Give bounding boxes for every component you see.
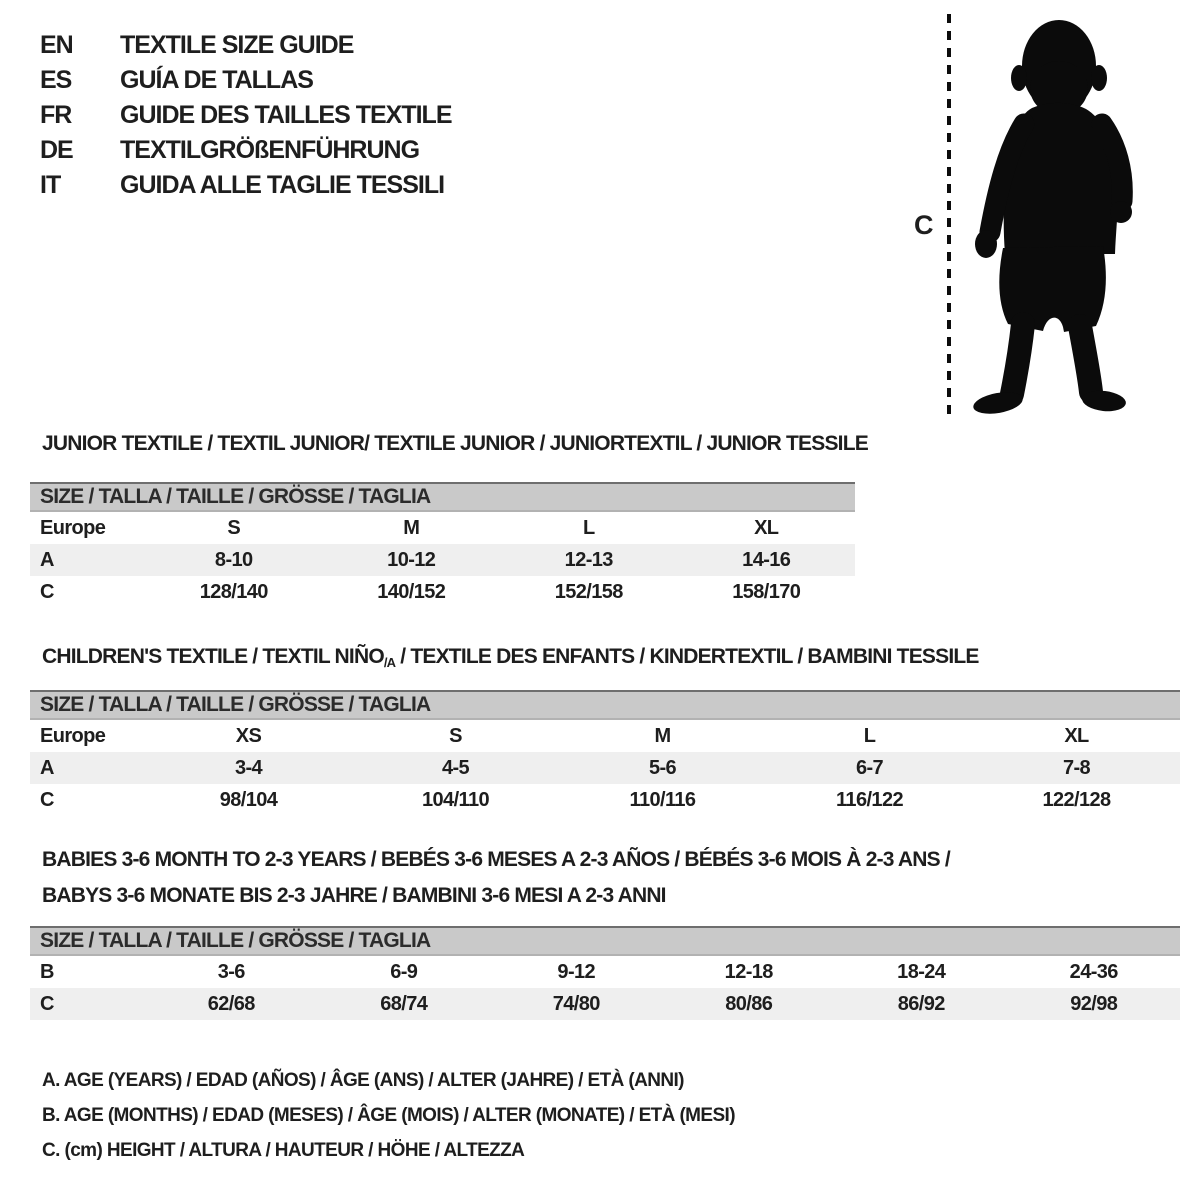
language-title: TEXTILGRÖßENFÜHRUNG	[120, 136, 420, 164]
value-cell: 140/152	[377, 580, 446, 603]
row-label: C	[40, 992, 54, 1015]
size-header-bar	[30, 690, 1180, 720]
value-cell: 9-12	[557, 960, 596, 983]
language-row-de	[40, 133, 452, 168]
children-title-subscript: /A	[383, 655, 396, 670]
babies-section-title-line1: BABIES 3-6 MONTH TO 2-3 YEARS / BEBÉS 3-6 MESES A 2-3 AÑOS / BÉBÉS 3-6 MOIS À 2-3 ANS /	[42, 848, 950, 871]
value-cell: 10-12	[387, 548, 436, 571]
language-title: GUIDE DES TAILLES TEXTILE	[120, 101, 452, 129]
language-title: TEXTILE SIZE GUIDE	[120, 31, 354, 59]
size-header-label: SIZE / TALLA / TAILLE / GRÖSSE / TAGLIA	[40, 693, 431, 716]
language-code: FR	[40, 101, 72, 129]
value-cell: 14-16	[742, 548, 791, 571]
size-cell: S	[449, 724, 462, 747]
value-cell: 116/122	[836, 788, 903, 811]
row-label: A	[40, 548, 54, 571]
size-cell: XL	[754, 516, 779, 539]
height-measure-dashed-line	[947, 14, 951, 416]
value-cell: 128/140	[199, 580, 268, 603]
table-row	[30, 784, 1180, 816]
language-row-en	[40, 28, 452, 63]
value-cell: 8-10	[214, 548, 253, 571]
value-cell: 158/170	[732, 580, 801, 603]
table-row	[30, 512, 855, 544]
language-row-it	[40, 168, 452, 203]
size-header-bar	[30, 926, 1180, 956]
value-cell: 7-8	[1062, 756, 1091, 779]
row-label: Europe	[40, 724, 106, 747]
legend-line-b: B. AGE (MONTHS) / EDAD (MESES) / ÂGE (MOIS) / ALTER (MONATE) / ETÀ (MESI)	[42, 1105, 735, 1126]
value-cell: 3-6	[217, 960, 245, 983]
size-cell: XL	[1064, 724, 1089, 747]
table-row	[30, 752, 1180, 784]
children-section-title	[42, 645, 979, 670]
value-cell: 62/68	[207, 992, 255, 1015]
value-cell: 6-7	[855, 756, 884, 779]
language-list	[40, 28, 452, 203]
language-code: DE	[40, 136, 73, 164]
legend-line-c: C. (cm) HEIGHT / ALTURA / HAUTEUR / HÖHE / ALTEZZA	[42, 1140, 525, 1161]
value-cell: 3-4	[234, 756, 263, 779]
table-row	[30, 576, 855, 608]
children-title-main: CHILDREN'S TEXTILE / TEXTIL NIÑO	[42, 645, 384, 668]
table-row	[30, 988, 1180, 1020]
row-label: Europe	[40, 516, 106, 539]
value-cell: 80/86	[725, 992, 773, 1015]
language-code: IT	[40, 171, 61, 199]
size-cell: M	[654, 724, 671, 747]
language-row-es	[40, 63, 452, 98]
value-cell: 86/92	[897, 992, 945, 1015]
language-row-fr	[40, 98, 452, 133]
language-code: EN	[40, 31, 73, 59]
language-title: GUIDA ALLE TAGLIE TESSILI	[120, 171, 445, 199]
size-cell: M	[403, 516, 420, 539]
size-cell: XS	[235, 724, 262, 747]
table-row	[30, 544, 855, 576]
children-size-table	[30, 690, 1180, 816]
table-row	[30, 956, 1180, 988]
value-cell: 4-5	[441, 756, 470, 779]
junior-section-title: JUNIOR TEXTILE / TEXTIL JUNIOR/ TEXTILE JUNIOR / JUNIORTEXTIL / JUNIOR TESSILE	[42, 432, 868, 455]
value-cell: 104/110	[422, 788, 489, 811]
value-cell: 5-6	[648, 756, 677, 779]
value-cell: 92/98	[1070, 992, 1118, 1015]
measurement-legend	[42, 1070, 735, 1175]
value-cell: 68/74	[380, 992, 428, 1015]
value-cell: 122/128	[1042, 788, 1111, 811]
value-cell: 98/104	[219, 788, 278, 811]
value-cell: 12-18	[724, 960, 773, 983]
language-title: GUÍA DE TALLAS	[120, 66, 313, 94]
legend-line-a: A. AGE (YEARS) / EDAD (AÑOS) / ÂGE (ANS) / ALTER (JAHRE) / ETÀ (ANNI)	[42, 1070, 684, 1091]
value-cell: 12-13	[564, 548, 613, 571]
row-label: C	[40, 788, 54, 811]
value-cell: 18-24	[897, 960, 946, 983]
children-title-rest: / TEXTILE DES ENFANTS / KINDERTEXTIL / BAMBINI TESSILE	[395, 645, 979, 668]
toddler-silhouette	[958, 16, 1150, 418]
size-cell: S	[227, 516, 241, 539]
value-cell: 24-36	[1069, 960, 1118, 983]
row-label: B	[40, 960, 54, 983]
size-cell: L	[582, 516, 595, 539]
babies-section-title-line2: BABYS 3-6 MONATE BIS 2-3 JAHRE / BAMBINI 3-6 MESI A 2-3 ANNI	[42, 884, 666, 907]
value-cell: 74/80	[552, 992, 600, 1015]
size-header-bar	[30, 482, 855, 512]
row-label: A	[40, 756, 54, 779]
size-header-label: SIZE / TALLA / TAILLE / GRÖSSE / TAGLIA	[40, 485, 431, 508]
babies-size-table	[30, 926, 1180, 1020]
size-header-label: SIZE / TALLA / TAILLE / GRÖSSE / TAGLIA	[40, 929, 431, 952]
junior-size-table	[30, 482, 855, 608]
table-row	[30, 720, 1180, 752]
size-cell: L	[863, 724, 876, 747]
language-code: ES	[40, 66, 72, 94]
height-measure-label: C	[914, 210, 934, 240]
value-cell: 110/116	[629, 788, 696, 811]
row-label: C	[40, 580, 54, 603]
value-cell: 152/158	[554, 580, 623, 603]
value-cell: 6-9	[390, 960, 418, 983]
